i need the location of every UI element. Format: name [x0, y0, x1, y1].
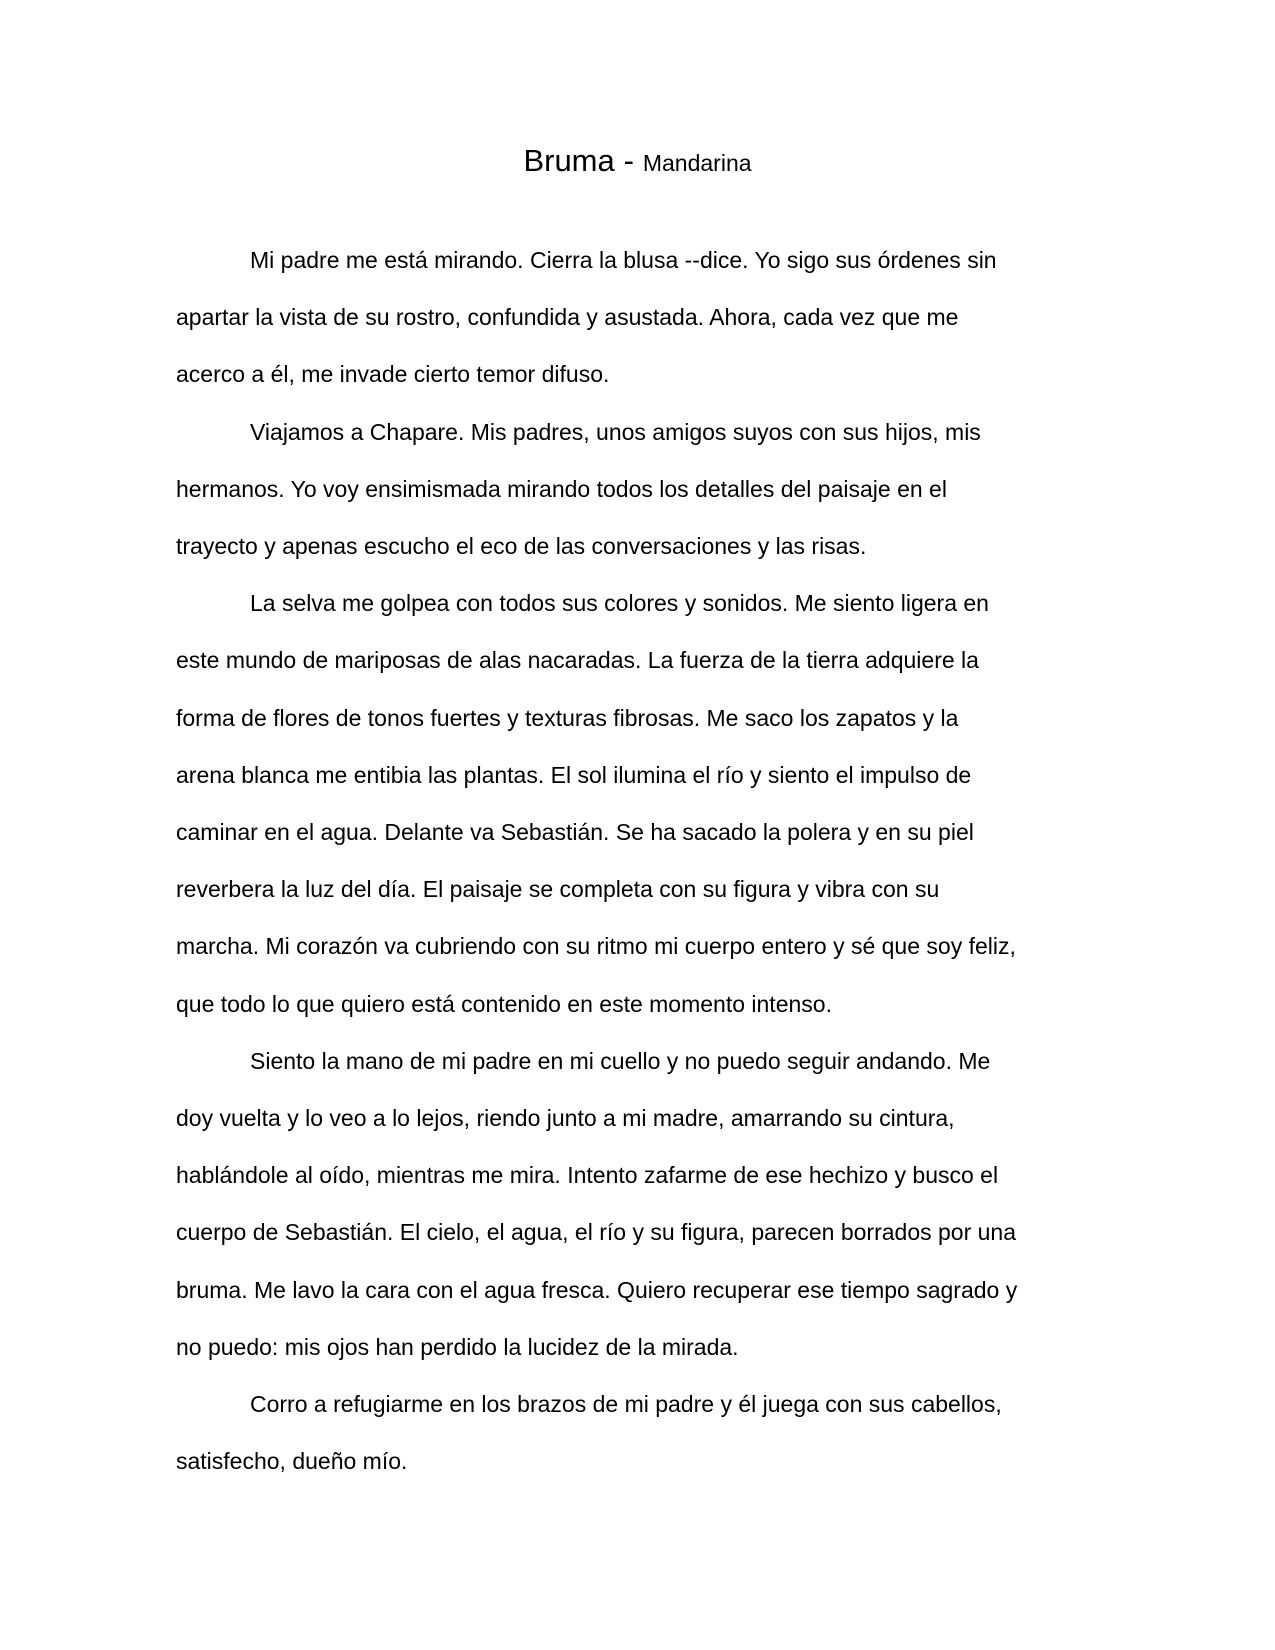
paragraph: [176, 1033, 1098, 1376]
text-line: forma de flores de tonos fuertes y texturas fibrosas. Me saco los zapatos y la: [176, 704, 959, 731]
text-line: Viajamos a Chapare. Mis padres, unos amigos suyos con sus hijos, mis: [250, 418, 981, 445]
text-line: hermanos. Yo voy ensimismada mirando todos los detalles del paisaje en el: [176, 475, 947, 502]
text-line: marcha. Mi corazón va cubriendo con su ritmo mi cuerpo entero y sé que soy feliz,: [176, 933, 1016, 960]
document-title: [0, 142, 1275, 179]
text-line: no puedo: mis ojos han perdido la lucidez de la mirada.: [176, 1333, 739, 1360]
text-line: este mundo de mariposas de alas nacaradas. La fuerza de la tierra adquiere la: [176, 647, 979, 674]
text-line: hablándole al oído, mientras me mira. Intento zafarme de ese hechizo y busco el: [176, 1162, 999, 1189]
text-line: arena blanca me entibia las plantas. El sol ilumina el río y siento el impulso de: [176, 761, 972, 788]
text-line: La selva me golpea con todos sus colores y sonidos. Me siento ligera en: [250, 590, 989, 617]
text-line: cuerpo de Sebastián. El cielo, el agua, el río y su figura, parecen borrados por una: [176, 1219, 1017, 1246]
text-line: reverbera la luz del día. El paisaje se completa con su figura y vibra con su: [176, 876, 940, 903]
text-line: trayecto y apenas escucho el eco de las conversaciones y las risas.: [176, 533, 867, 560]
text-line: Corro a refugiarme en los brazos de mi padre y él juega con sus cabellos,: [250, 1391, 1002, 1418]
story-body: [176, 232, 1098, 1490]
text-line: que todo lo que quiero está contenido en este momento intenso.: [176, 990, 832, 1017]
title-separator: -: [623, 143, 634, 178]
story-title: Bruma: [523, 143, 615, 178]
paragraph: [176, 575, 1098, 1033]
text-line: Mi padre me está mirando. Cierra la blusa --dice. Yo sigo sus órdenes sin: [250, 247, 997, 273]
text-line: doy vuelta y lo veo a lo lejos, riendo junto a mi madre, amarrando su cintura,: [176, 1105, 955, 1132]
paragraph: [176, 1376, 1098, 1490]
text-line: satisfecho, dueño mío.: [176, 1448, 408, 1475]
text-line: Siento la mano de mi padre en mi cuello y no puedo seguir andando. Me: [250, 1047, 991, 1074]
paragraph: [176, 404, 1098, 576]
paragraph: [176, 232, 1098, 404]
text-line: bruma. Me lavo la cara con el agua fresca. Quiero recuperar ese tiempo sagrado y: [176, 1276, 1018, 1303]
text-line: acerco a él, me invade cierto temor difuso.: [176, 361, 610, 388]
text-line: caminar en el agua. Delante va Sebastián. Se ha sacado la polera y en su piel: [176, 819, 974, 846]
text-line: apartar la vista de su rostro, confundida y asustada. Ahora, cada vez que me: [176, 304, 959, 331]
author-name: Mandarina: [642, 150, 752, 176]
